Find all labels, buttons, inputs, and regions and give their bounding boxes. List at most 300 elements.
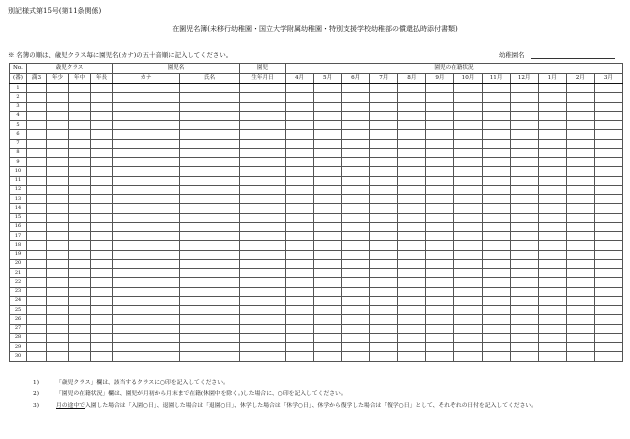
month-status-cell[interactable] [398, 158, 426, 167]
month-status-cell[interactable] [342, 84, 370, 93]
month-status-cell[interactable] [398, 185, 426, 194]
class-cell[interactable] [27, 102, 47, 111]
name-cell[interactable] [180, 185, 240, 194]
month-status-cell[interactable] [454, 287, 482, 296]
name-cell[interactable] [180, 213, 240, 222]
month-status-cell[interactable] [538, 213, 566, 222]
month-status-cell[interactable] [538, 259, 566, 268]
month-status-cell[interactable] [454, 315, 482, 324]
month-status-cell[interactable] [286, 287, 314, 296]
month-status-cell[interactable] [342, 195, 370, 204]
month-status-cell[interactable] [286, 222, 314, 231]
class-cell[interactable] [47, 352, 69, 361]
month-status-cell[interactable] [398, 84, 426, 93]
birth-date-cell[interactable] [240, 139, 286, 148]
month-status-cell[interactable] [510, 352, 538, 361]
class-cell[interactable] [27, 176, 47, 185]
kana-cell[interactable] [113, 324, 180, 333]
month-status-cell[interactable] [398, 121, 426, 130]
month-status-cell[interactable] [482, 102, 510, 111]
class-cell[interactable] [27, 84, 47, 93]
kana-cell[interactable] [113, 167, 180, 176]
class-cell[interactable] [27, 306, 47, 315]
month-status-cell[interactable] [398, 176, 426, 185]
birth-date-cell[interactable] [240, 250, 286, 259]
month-status-cell[interactable] [538, 343, 566, 352]
month-status-cell[interactable] [482, 222, 510, 231]
month-status-cell[interactable] [398, 241, 426, 250]
birth-date-cell[interactable] [240, 102, 286, 111]
month-status-cell[interactable] [342, 111, 370, 120]
month-status-cell[interactable] [370, 139, 398, 148]
month-status-cell[interactable] [482, 185, 510, 194]
month-status-cell[interactable] [426, 130, 454, 139]
month-status-cell[interactable] [454, 111, 482, 120]
month-status-cell[interactable] [426, 296, 454, 305]
month-status-cell[interactable] [370, 287, 398, 296]
birth-date-cell[interactable] [240, 93, 286, 102]
month-status-cell[interactable] [482, 324, 510, 333]
class-cell[interactable] [91, 121, 113, 130]
month-status-cell[interactable] [314, 287, 342, 296]
month-status-cell[interactable] [286, 93, 314, 102]
month-status-cell[interactable] [594, 259, 622, 268]
class-cell[interactable] [69, 241, 91, 250]
month-status-cell[interactable] [314, 333, 342, 342]
month-status-cell[interactable] [342, 222, 370, 231]
month-status-cell[interactable] [370, 250, 398, 259]
month-status-cell[interactable] [510, 130, 538, 139]
month-status-cell[interactable] [510, 296, 538, 305]
month-status-cell[interactable] [314, 158, 342, 167]
month-status-cell[interactable] [538, 148, 566, 157]
month-status-cell[interactable] [566, 241, 594, 250]
name-cell[interactable] [180, 204, 240, 213]
month-status-cell[interactable] [370, 259, 398, 268]
month-status-cell[interactable] [370, 269, 398, 278]
month-status-cell[interactable] [454, 269, 482, 278]
class-cell[interactable] [91, 278, 113, 287]
month-status-cell[interactable] [426, 352, 454, 361]
month-status-cell[interactable] [370, 306, 398, 315]
month-status-cell[interactable] [566, 93, 594, 102]
month-status-cell[interactable] [594, 167, 622, 176]
month-status-cell[interactable] [482, 158, 510, 167]
month-status-cell[interactable] [510, 324, 538, 333]
month-status-cell[interactable] [342, 93, 370, 102]
month-status-cell[interactable] [566, 352, 594, 361]
kana-cell[interactable] [113, 176, 180, 185]
class-cell[interactable] [27, 158, 47, 167]
class-cell[interactable] [91, 343, 113, 352]
class-cell[interactable] [69, 222, 91, 231]
month-status-cell[interactable] [314, 130, 342, 139]
month-status-cell[interactable] [454, 204, 482, 213]
month-status-cell[interactable] [314, 232, 342, 241]
class-cell[interactable] [47, 222, 69, 231]
month-status-cell[interactable] [510, 176, 538, 185]
month-status-cell[interactable] [566, 315, 594, 324]
month-status-cell[interactable] [398, 232, 426, 241]
month-status-cell[interactable] [314, 213, 342, 222]
class-cell[interactable] [69, 259, 91, 268]
name-cell[interactable] [180, 93, 240, 102]
kana-cell[interactable] [113, 158, 180, 167]
class-cell[interactable] [27, 259, 47, 268]
month-status-cell[interactable] [398, 213, 426, 222]
month-status-cell[interactable] [538, 269, 566, 278]
month-status-cell[interactable] [538, 167, 566, 176]
month-status-cell[interactable] [342, 343, 370, 352]
kana-cell[interactable] [113, 343, 180, 352]
month-status-cell[interactable] [454, 222, 482, 231]
birth-date-cell[interactable] [240, 121, 286, 130]
birth-date-cell[interactable] [240, 222, 286, 231]
class-cell[interactable] [47, 167, 69, 176]
month-status-cell[interactable] [482, 306, 510, 315]
month-status-cell[interactable] [594, 139, 622, 148]
month-status-cell[interactable] [454, 139, 482, 148]
class-cell[interactable] [47, 102, 69, 111]
month-status-cell[interactable] [454, 352, 482, 361]
class-cell[interactable] [91, 259, 113, 268]
month-status-cell[interactable] [398, 324, 426, 333]
class-cell[interactable] [27, 343, 47, 352]
month-status-cell[interactable] [426, 269, 454, 278]
month-status-cell[interactable] [426, 222, 454, 231]
birth-date-cell[interactable] [240, 296, 286, 305]
month-status-cell[interactable] [594, 204, 622, 213]
month-status-cell[interactable] [286, 269, 314, 278]
kana-cell[interactable] [113, 111, 180, 120]
month-status-cell[interactable] [594, 185, 622, 194]
month-status-cell[interactable] [426, 250, 454, 259]
name-cell[interactable] [180, 176, 240, 185]
birth-date-cell[interactable] [240, 315, 286, 324]
month-status-cell[interactable] [314, 352, 342, 361]
birth-date-cell[interactable] [240, 287, 286, 296]
class-cell[interactable] [47, 306, 69, 315]
month-status-cell[interactable] [566, 343, 594, 352]
class-cell[interactable] [91, 84, 113, 93]
month-status-cell[interactable] [510, 93, 538, 102]
birth-date-cell[interactable] [240, 333, 286, 342]
class-cell[interactable] [69, 195, 91, 204]
class-cell[interactable] [69, 84, 91, 93]
month-status-cell[interactable] [566, 130, 594, 139]
class-cell[interactable] [91, 130, 113, 139]
class-cell[interactable] [27, 352, 47, 361]
name-cell[interactable] [180, 195, 240, 204]
month-status-cell[interactable] [314, 176, 342, 185]
class-cell[interactable] [69, 213, 91, 222]
kana-cell[interactable] [113, 296, 180, 305]
month-status-cell[interactable] [342, 296, 370, 305]
month-status-cell[interactable] [286, 111, 314, 120]
month-status-cell[interactable] [342, 269, 370, 278]
class-cell[interactable] [91, 111, 113, 120]
class-cell[interactable] [69, 93, 91, 102]
month-status-cell[interactable] [342, 176, 370, 185]
name-cell[interactable] [180, 111, 240, 120]
month-status-cell[interactable] [482, 269, 510, 278]
class-cell[interactable] [47, 111, 69, 120]
month-status-cell[interactable] [314, 278, 342, 287]
kana-cell[interactable] [113, 250, 180, 259]
month-status-cell[interactable] [370, 296, 398, 305]
school-name-field[interactable] [531, 58, 615, 59]
class-cell[interactable] [27, 185, 47, 194]
month-status-cell[interactable] [286, 158, 314, 167]
class-cell[interactable] [69, 139, 91, 148]
class-cell[interactable] [27, 269, 47, 278]
class-cell[interactable] [27, 232, 47, 241]
class-cell[interactable] [91, 176, 113, 185]
month-status-cell[interactable] [398, 269, 426, 278]
month-status-cell[interactable] [426, 121, 454, 130]
name-cell[interactable] [180, 306, 240, 315]
name-cell[interactable] [180, 139, 240, 148]
class-cell[interactable] [47, 121, 69, 130]
class-cell[interactable] [47, 204, 69, 213]
month-status-cell[interactable] [398, 333, 426, 342]
class-cell[interactable] [27, 195, 47, 204]
class-cell[interactable] [91, 195, 113, 204]
month-status-cell[interactable] [454, 213, 482, 222]
month-status-cell[interactable] [482, 139, 510, 148]
birth-date-cell[interactable] [240, 324, 286, 333]
month-status-cell[interactable] [566, 333, 594, 342]
birth-date-cell[interactable] [240, 352, 286, 361]
month-status-cell[interactable] [454, 158, 482, 167]
month-status-cell[interactable] [398, 195, 426, 204]
month-status-cell[interactable] [566, 195, 594, 204]
month-status-cell[interactable] [314, 111, 342, 120]
name-cell[interactable] [180, 315, 240, 324]
month-status-cell[interactable] [538, 139, 566, 148]
kana-cell[interactable] [113, 121, 180, 130]
month-status-cell[interactable] [454, 343, 482, 352]
month-status-cell[interactable] [510, 111, 538, 120]
month-status-cell[interactable] [426, 167, 454, 176]
name-cell[interactable] [180, 167, 240, 176]
month-status-cell[interactable] [342, 158, 370, 167]
class-cell[interactable] [91, 222, 113, 231]
month-status-cell[interactable] [314, 185, 342, 194]
month-status-cell[interactable] [426, 324, 454, 333]
class-cell[interactable] [47, 158, 69, 167]
month-status-cell[interactable] [314, 241, 342, 250]
month-status-cell[interactable] [566, 232, 594, 241]
month-status-cell[interactable] [482, 111, 510, 120]
month-status-cell[interactable] [538, 352, 566, 361]
kana-cell[interactable] [113, 139, 180, 148]
month-status-cell[interactable] [594, 333, 622, 342]
class-cell[interactable] [69, 158, 91, 167]
month-status-cell[interactable] [538, 84, 566, 93]
month-status-cell[interactable] [398, 278, 426, 287]
month-status-cell[interactable] [566, 324, 594, 333]
kana-cell[interactable] [113, 130, 180, 139]
month-status-cell[interactable] [594, 278, 622, 287]
class-cell[interactable] [47, 139, 69, 148]
month-status-cell[interactable] [454, 130, 482, 139]
month-status-cell[interactable] [342, 306, 370, 315]
month-status-cell[interactable] [398, 102, 426, 111]
month-status-cell[interactable] [398, 306, 426, 315]
class-cell[interactable] [91, 306, 113, 315]
month-status-cell[interactable] [286, 148, 314, 157]
month-status-cell[interactable] [426, 195, 454, 204]
class-cell[interactable] [91, 139, 113, 148]
month-status-cell[interactable] [286, 213, 314, 222]
month-status-cell[interactable] [342, 333, 370, 342]
month-status-cell[interactable] [594, 287, 622, 296]
month-status-cell[interactable] [482, 352, 510, 361]
class-cell[interactable] [47, 343, 69, 352]
month-status-cell[interactable] [314, 204, 342, 213]
month-status-cell[interactable] [538, 176, 566, 185]
name-cell[interactable] [180, 158, 240, 167]
name-cell[interactable] [180, 259, 240, 268]
class-cell[interactable] [91, 287, 113, 296]
month-status-cell[interactable] [482, 287, 510, 296]
month-status-cell[interactable] [566, 121, 594, 130]
month-status-cell[interactable] [426, 232, 454, 241]
month-status-cell[interactable] [454, 278, 482, 287]
kana-cell[interactable] [113, 315, 180, 324]
month-status-cell[interactable] [566, 296, 594, 305]
month-status-cell[interactable] [426, 278, 454, 287]
month-status-cell[interactable] [342, 121, 370, 130]
month-status-cell[interactable] [510, 232, 538, 241]
month-status-cell[interactable] [482, 232, 510, 241]
month-status-cell[interactable] [566, 287, 594, 296]
month-status-cell[interactable] [510, 158, 538, 167]
month-status-cell[interactable] [454, 241, 482, 250]
month-status-cell[interactable] [482, 343, 510, 352]
kana-cell[interactable] [113, 259, 180, 268]
class-cell[interactable] [91, 333, 113, 342]
class-cell[interactable] [47, 195, 69, 204]
month-status-cell[interactable] [286, 176, 314, 185]
month-status-cell[interactable] [314, 306, 342, 315]
month-status-cell[interactable] [370, 84, 398, 93]
month-status-cell[interactable] [314, 121, 342, 130]
class-cell[interactable] [69, 296, 91, 305]
month-status-cell[interactable] [286, 352, 314, 361]
month-status-cell[interactable] [482, 121, 510, 130]
month-status-cell[interactable] [510, 213, 538, 222]
name-cell[interactable] [180, 148, 240, 157]
month-status-cell[interactable] [510, 139, 538, 148]
name-cell[interactable] [180, 287, 240, 296]
class-cell[interactable] [91, 324, 113, 333]
month-status-cell[interactable] [566, 84, 594, 93]
kana-cell[interactable] [113, 232, 180, 241]
month-status-cell[interactable] [538, 241, 566, 250]
class-cell[interactable] [27, 93, 47, 102]
month-status-cell[interactable] [314, 269, 342, 278]
class-cell[interactable] [47, 315, 69, 324]
class-cell[interactable] [69, 352, 91, 361]
month-status-cell[interactable] [314, 222, 342, 231]
month-status-cell[interactable] [286, 333, 314, 342]
month-status-cell[interactable] [426, 93, 454, 102]
class-cell[interactable] [69, 148, 91, 157]
class-cell[interactable] [69, 185, 91, 194]
month-status-cell[interactable] [286, 296, 314, 305]
month-status-cell[interactable] [314, 148, 342, 157]
class-cell[interactable] [27, 241, 47, 250]
name-cell[interactable] [180, 241, 240, 250]
birth-date-cell[interactable] [240, 213, 286, 222]
month-status-cell[interactable] [426, 176, 454, 185]
month-status-cell[interactable] [314, 343, 342, 352]
month-status-cell[interactable] [426, 102, 454, 111]
class-cell[interactable] [27, 204, 47, 213]
class-cell[interactable] [69, 287, 91, 296]
month-status-cell[interactable] [370, 102, 398, 111]
month-status-cell[interactable] [594, 324, 622, 333]
month-status-cell[interactable] [566, 204, 594, 213]
class-cell[interactable] [69, 343, 91, 352]
class-cell[interactable] [47, 250, 69, 259]
month-status-cell[interactable] [426, 306, 454, 315]
month-status-cell[interactable] [510, 259, 538, 268]
month-status-cell[interactable] [538, 111, 566, 120]
month-status-cell[interactable] [398, 222, 426, 231]
class-cell[interactable] [69, 250, 91, 259]
month-status-cell[interactable] [510, 204, 538, 213]
month-status-cell[interactable] [370, 278, 398, 287]
month-status-cell[interactable] [426, 204, 454, 213]
kana-cell[interactable] [113, 352, 180, 361]
month-status-cell[interactable] [426, 111, 454, 120]
month-status-cell[interactable] [426, 148, 454, 157]
month-status-cell[interactable] [538, 130, 566, 139]
month-status-cell[interactable] [370, 333, 398, 342]
month-status-cell[interactable] [398, 204, 426, 213]
month-status-cell[interactable] [538, 296, 566, 305]
kana-cell[interactable] [113, 278, 180, 287]
month-status-cell[interactable] [538, 250, 566, 259]
month-status-cell[interactable] [482, 84, 510, 93]
month-status-cell[interactable] [482, 250, 510, 259]
class-cell[interactable] [47, 213, 69, 222]
month-status-cell[interactable] [370, 204, 398, 213]
month-status-cell[interactable] [286, 278, 314, 287]
month-status-cell[interactable] [482, 93, 510, 102]
month-status-cell[interactable] [510, 167, 538, 176]
class-cell[interactable] [69, 333, 91, 342]
month-status-cell[interactable] [370, 111, 398, 120]
month-status-cell[interactable] [454, 93, 482, 102]
month-status-cell[interactable] [426, 185, 454, 194]
birth-date-cell[interactable] [240, 167, 286, 176]
month-status-cell[interactable] [482, 213, 510, 222]
month-status-cell[interactable] [286, 167, 314, 176]
month-status-cell[interactable] [314, 102, 342, 111]
class-cell[interactable] [47, 333, 69, 342]
month-status-cell[interactable] [566, 158, 594, 167]
month-status-cell[interactable] [342, 148, 370, 157]
month-status-cell[interactable] [342, 250, 370, 259]
name-cell[interactable] [180, 222, 240, 231]
class-cell[interactable] [69, 315, 91, 324]
month-status-cell[interactable] [314, 167, 342, 176]
month-status-cell[interactable] [510, 222, 538, 231]
